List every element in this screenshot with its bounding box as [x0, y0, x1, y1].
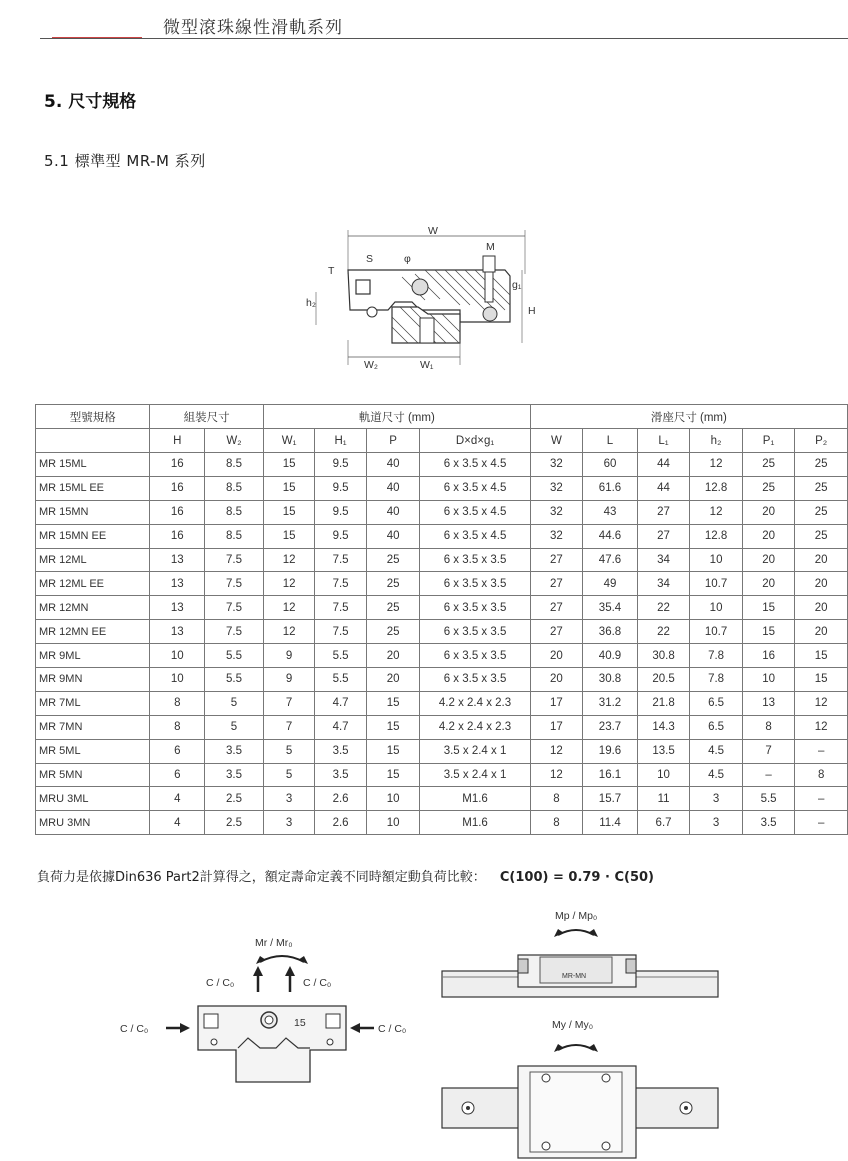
table-cell: 8.5: [205, 453, 264, 477]
column-header: W₁: [263, 429, 314, 453]
table-cell: 4: [150, 811, 205, 835]
table-cell: 7.8: [690, 668, 743, 692]
table-cell: 6 x 3.5 x 4.5: [420, 524, 530, 548]
table-cell: 16: [150, 524, 205, 548]
table-cell: 20: [742, 524, 795, 548]
table-cell: 25: [366, 596, 420, 620]
table-cell: 6 x 3.5 x 3.5: [420, 668, 530, 692]
table-cell: 25: [795, 500, 848, 524]
table-row: [36, 668, 848, 692]
table-cell: 32: [530, 453, 583, 477]
table-cell: 13: [150, 620, 205, 644]
table-cell: 8: [742, 715, 795, 739]
table-cell: –: [795, 811, 848, 835]
load-diagram-front: [110, 930, 440, 1090]
table-cell: 15: [366, 739, 420, 763]
table-cell: 9: [263, 668, 314, 692]
table-cell: 12: [530, 739, 583, 763]
table-cell: 17: [530, 715, 583, 739]
table-cell: 3.5: [315, 739, 366, 763]
table-cell: 15: [366, 691, 420, 715]
table-cell: 3.5: [315, 763, 366, 787]
header-model: 型號規格: [36, 405, 150, 429]
table-row: [36, 453, 848, 477]
table-cell: 6 x 3.5 x 3.5: [420, 596, 530, 620]
table-cell: 9.5: [315, 500, 366, 524]
table-cell: 5: [263, 739, 314, 763]
table-row: [36, 763, 848, 787]
table-cell: 35.4: [583, 596, 638, 620]
table-row: [36, 811, 848, 835]
table-cell: 19.6: [583, 739, 638, 763]
table-cell: 8: [530, 811, 583, 835]
table-cell: 27: [530, 620, 583, 644]
table-cell: 3: [263, 811, 314, 835]
model-cell: MR 9ML: [36, 644, 150, 668]
label-w2: W₂: [364, 359, 378, 371]
column-header: W₂: [205, 429, 264, 453]
table-cell: 12: [263, 620, 314, 644]
model-cell: MR 12ML: [36, 548, 150, 572]
label-c-right: C / C₀: [378, 1023, 407, 1035]
table-cell: 20: [742, 572, 795, 596]
model-cell: MR 15MN: [36, 500, 150, 524]
table-cell: 47.6: [583, 548, 638, 572]
table-cell: 15: [366, 763, 420, 787]
table-row: [36, 524, 848, 548]
table-cell: 5.5: [315, 644, 366, 668]
block-text: MR-MN: [562, 973, 587, 980]
table-cell: 7: [263, 715, 314, 739]
table-cell: 27: [530, 548, 583, 572]
label-w: W: [428, 225, 438, 237]
table-cell: 7.5: [315, 572, 366, 596]
table-cell: 8: [150, 691, 205, 715]
table-cell: 20: [742, 548, 795, 572]
table-cell: 10: [690, 548, 743, 572]
block-number: 15: [294, 1017, 306, 1029]
table-cell: 6: [150, 763, 205, 787]
table-cell: 32: [530, 476, 583, 500]
section-title: 5. 尺寸規格: [44, 92, 137, 112]
table-cell: –: [742, 763, 795, 787]
table-cell: 31.2: [583, 691, 638, 715]
table-cell: M1.6: [420, 787, 530, 811]
load-diagram-top: [440, 1010, 720, 1161]
table-cell: 15: [263, 524, 314, 548]
table-cell: 23.7: [583, 715, 638, 739]
table-cell: 6 x 3.5 x 3.5: [420, 548, 530, 572]
table-cell: 3: [690, 811, 743, 835]
table-cell: 13: [742, 691, 795, 715]
table-cell: 20: [795, 572, 848, 596]
table-cell: 4.2 x 2.4 x 2.3: [420, 715, 530, 739]
table-cell: 7.5: [315, 548, 366, 572]
header-rail: 軌道尺寸 (mm): [263, 405, 530, 429]
table-cell: 10: [637, 763, 690, 787]
label-t: T: [328, 265, 335, 277]
table-cell: 6 x 3.5 x 3.5: [420, 620, 530, 644]
model-cell: MR 5ML: [36, 739, 150, 763]
header-assembly: 組裝尺寸: [150, 405, 263, 429]
table-cell: 17: [530, 691, 583, 715]
table-cell: 6.5: [690, 691, 743, 715]
spec-table: [35, 404, 848, 835]
table-cell: 40: [366, 500, 420, 524]
table-cell: 7.5: [205, 596, 264, 620]
table-cell: 6 x 3.5 x 4.5: [420, 476, 530, 500]
table-row: [36, 644, 848, 668]
model-cell: MR 15ML EE: [36, 476, 150, 500]
table-cell: 16: [742, 644, 795, 668]
table-cell: 10.7: [690, 572, 743, 596]
label-h2: h₂: [306, 297, 316, 309]
table-cell: 3.5 x 2.4 x 1: [420, 763, 530, 787]
table-cell: 5.5: [205, 644, 264, 668]
column-header: L₁: [637, 429, 690, 453]
table-cell: 22: [637, 596, 690, 620]
table-cell: 12: [795, 691, 848, 715]
table-cell: 10.7: [690, 620, 743, 644]
model-cell: MR 12ML EE: [36, 572, 150, 596]
column-header: P₂: [795, 429, 848, 453]
table-cell: 34: [637, 572, 690, 596]
label-c-left: C / C₀: [120, 1023, 149, 1035]
table-cell: 3: [690, 787, 743, 811]
table-body: [36, 453, 848, 835]
table-cell: 25: [366, 620, 420, 644]
table-cell: 8.5: [205, 524, 264, 548]
table-cell: 7.5: [205, 548, 264, 572]
table-cell: 43: [583, 500, 638, 524]
table-cell: 7.5: [205, 572, 264, 596]
table-cell: 2.5: [205, 787, 264, 811]
column-header: P: [366, 429, 420, 453]
table-cell: 20: [795, 620, 848, 644]
table-cell: 9: [263, 644, 314, 668]
header-title: 微型滾珠線性滑軌系列: [163, 18, 343, 38]
table-cell: 7.5: [315, 596, 366, 620]
table-cell: 32: [530, 500, 583, 524]
table-cell: 6: [150, 739, 205, 763]
column-header: W: [530, 429, 583, 453]
table-cell: 20: [530, 668, 583, 692]
table-cell: 44: [637, 453, 690, 477]
table-cell: 15: [263, 476, 314, 500]
table-cell: 27: [637, 500, 690, 524]
table-cell: 15: [263, 453, 314, 477]
table-cell: 4.7: [315, 715, 366, 739]
table-cell: 14.3: [637, 715, 690, 739]
table-cell: 40: [366, 476, 420, 500]
label-s: S: [366, 253, 374, 265]
table-cell: 16.1: [583, 763, 638, 787]
label-c-top-left: C / C₀: [206, 977, 235, 989]
table-cell: 40: [366, 524, 420, 548]
table-cell: 5.5: [205, 668, 264, 692]
column-header-row: [36, 429, 848, 453]
table-cell: 8.5: [205, 500, 264, 524]
table-cell: 3.5: [205, 739, 264, 763]
table-cell: 12: [795, 715, 848, 739]
label-m: M: [486, 241, 495, 253]
table-row: [36, 596, 848, 620]
table-cell: 25: [795, 524, 848, 548]
table-cell: 25: [742, 476, 795, 500]
load-diagram-side: [440, 905, 720, 1005]
table-cell: 21.8: [637, 691, 690, 715]
table-cell: 12: [690, 500, 743, 524]
table-cell: 8: [530, 787, 583, 811]
load-note: [37, 866, 654, 885]
table-cell: 2.6: [315, 787, 366, 811]
table-cell: 16: [150, 500, 205, 524]
table-row: [36, 620, 848, 644]
table-cell: M1.6: [420, 811, 530, 835]
table-cell: 60: [583, 453, 638, 477]
table-cell: 12: [690, 453, 743, 477]
note-formula: C(100) = 0.79 · C(50): [499, 870, 654, 885]
table-cell: 32: [530, 524, 583, 548]
table-cell: 5.5: [742, 787, 795, 811]
table-cell: 5: [205, 715, 264, 739]
table-cell: 12: [530, 763, 583, 787]
table-cell: 7.5: [205, 620, 264, 644]
label-g1: g₁: [512, 279, 522, 291]
table-row: [36, 500, 848, 524]
table-cell: 10: [690, 596, 743, 620]
subsection-title: 5.1 標準型 MR-M 系列: [44, 152, 206, 170]
page-header: [0, 0, 848, 40]
table-cell: 6 x 3.5 x 4.5: [420, 500, 530, 524]
cross-section-diagram: [300, 222, 550, 372]
table-cell: 30.8: [583, 668, 638, 692]
table-cell: 13: [150, 548, 205, 572]
model-cell: MR 7ML: [36, 691, 150, 715]
table-row: [36, 476, 848, 500]
table-cell: 2.6: [315, 811, 366, 835]
label-phi: φ: [404, 253, 411, 265]
table-cell: 11.4: [583, 811, 638, 835]
table-cell: 12.8: [690, 476, 743, 500]
table-cell: –: [795, 739, 848, 763]
column-header: H₁: [315, 429, 366, 453]
table-cell: 25: [366, 548, 420, 572]
table-cell: 20: [530, 644, 583, 668]
table-cell: 8: [795, 763, 848, 787]
column-header: H: [150, 429, 205, 453]
table-cell: 6 x 3.5 x 4.5: [420, 453, 530, 477]
table-cell: 3.5: [742, 811, 795, 835]
table-cell: 7.5: [315, 620, 366, 644]
table-cell: 7.8: [690, 644, 743, 668]
model-cell: MR 5MN: [36, 763, 150, 787]
table-cell: 13: [150, 596, 205, 620]
table-cell: 27: [530, 596, 583, 620]
table-cell: 36.8: [583, 620, 638, 644]
table-cell: 6.7: [637, 811, 690, 835]
table-cell: 5.5: [315, 668, 366, 692]
table-cell: 12: [263, 596, 314, 620]
table-cell: 40: [366, 453, 420, 477]
table-cell: 11: [637, 787, 690, 811]
table-cell: 20: [366, 668, 420, 692]
table-cell: 15: [263, 500, 314, 524]
table-cell: 30.8: [637, 644, 690, 668]
table-cell: 9.5: [315, 476, 366, 500]
table-cell: 2.5: [205, 811, 264, 835]
table-cell: 27: [530, 572, 583, 596]
table-cell: 15: [795, 668, 848, 692]
table-cell: 44.6: [583, 524, 638, 548]
model-cell: MR 15MN EE: [36, 524, 150, 548]
table-row: [36, 572, 848, 596]
label-c-top-right: C / C₀: [303, 977, 332, 989]
table-cell: 16: [150, 453, 205, 477]
table-cell: 3: [263, 787, 314, 811]
table-cell: 13: [150, 572, 205, 596]
label-h: H: [528, 305, 536, 317]
table-row: [36, 787, 848, 811]
table-cell: 27: [637, 524, 690, 548]
label-my: My / My₀: [552, 1019, 594, 1031]
table-cell: 12: [263, 572, 314, 596]
table-cell: 20: [795, 596, 848, 620]
table-cell: 4.2 x 2.4 x 2.3: [420, 691, 530, 715]
table-cell: 25: [795, 453, 848, 477]
label-mp: Mp / Mp₀: [555, 910, 598, 922]
table-cell: 4.5: [690, 739, 743, 763]
table-cell: 10: [150, 644, 205, 668]
table-cell: 15: [742, 620, 795, 644]
table-cell: 20.5: [637, 668, 690, 692]
column-header: P₁: [742, 429, 795, 453]
table-cell: 10: [742, 668, 795, 692]
table-cell: 7: [263, 691, 314, 715]
table-cell: 9.5: [315, 524, 366, 548]
table-cell: 13.5: [637, 739, 690, 763]
model-cell: MR 9MN: [36, 668, 150, 692]
table-cell: 5: [263, 763, 314, 787]
model-cell: MRU 3ML: [36, 787, 150, 811]
table-cell: 6.5: [690, 715, 743, 739]
table-cell: 3.5: [205, 763, 264, 787]
column-header: L: [583, 429, 638, 453]
table-row: [36, 548, 848, 572]
header-block: 滑座尺寸 (mm): [530, 405, 847, 429]
table-row: [36, 691, 848, 715]
table-cell: 25: [742, 453, 795, 477]
table-cell: 49: [583, 572, 638, 596]
table-cell: 5: [205, 691, 264, 715]
table-cell: 10: [150, 668, 205, 692]
table-cell: 25: [795, 476, 848, 500]
label-mr: Mr / Mr₀: [255, 937, 293, 949]
table-cell: 61.6: [583, 476, 638, 500]
table-cell: 34: [637, 548, 690, 572]
table-cell: 16: [150, 476, 205, 500]
table-cell: 10: [366, 811, 420, 835]
table-cell: 6 x 3.5 x 3.5: [420, 572, 530, 596]
header-rule: [40, 38, 848, 39]
table-cell: 4: [150, 787, 205, 811]
table-cell: 9.5: [315, 453, 366, 477]
table-cell: 20: [742, 500, 795, 524]
table-cell: 6 x 3.5 x 3.5: [420, 644, 530, 668]
model-cell: MR 7MN: [36, 715, 150, 739]
table-cell: 12: [263, 548, 314, 572]
table-cell: 3.5 x 2.4 x 1: [420, 739, 530, 763]
column-header: D×d×g₁: [420, 429, 530, 453]
table-row: [36, 739, 848, 763]
table-cell: 15: [366, 715, 420, 739]
table-cell: 40.9: [583, 644, 638, 668]
label-w1: W₁: [420, 359, 434, 371]
table-cell: 4.5: [690, 763, 743, 787]
table-cell: 8: [150, 715, 205, 739]
table-cell: 4.7: [315, 691, 366, 715]
table-row: [36, 715, 848, 739]
table-cell: 8.5: [205, 476, 264, 500]
table-cell: 7: [742, 739, 795, 763]
column-header: h₂: [690, 429, 743, 453]
table-cell: 20: [366, 644, 420, 668]
table-cell: 15.7: [583, 787, 638, 811]
table-cell: 44: [637, 476, 690, 500]
table-cell: 25: [366, 572, 420, 596]
table-cell: 22: [637, 620, 690, 644]
model-cell: MR 15ML: [36, 453, 150, 477]
model-cell: MRU 3MN: [36, 811, 150, 835]
table-cell: 20: [795, 548, 848, 572]
table-cell: 10: [366, 787, 420, 811]
table-cell: 15: [742, 596, 795, 620]
note-text: 負荷力是依據Din636 Part2計算得之，額定壽命定義不同時額定動負荷比較：: [37, 870, 486, 885]
model-cell: MR 12MN: [36, 596, 150, 620]
model-cell: MR 12MN EE: [36, 620, 150, 644]
table-cell: 12.8: [690, 524, 743, 548]
table-cell: –: [795, 787, 848, 811]
table-cell: 15: [795, 644, 848, 668]
